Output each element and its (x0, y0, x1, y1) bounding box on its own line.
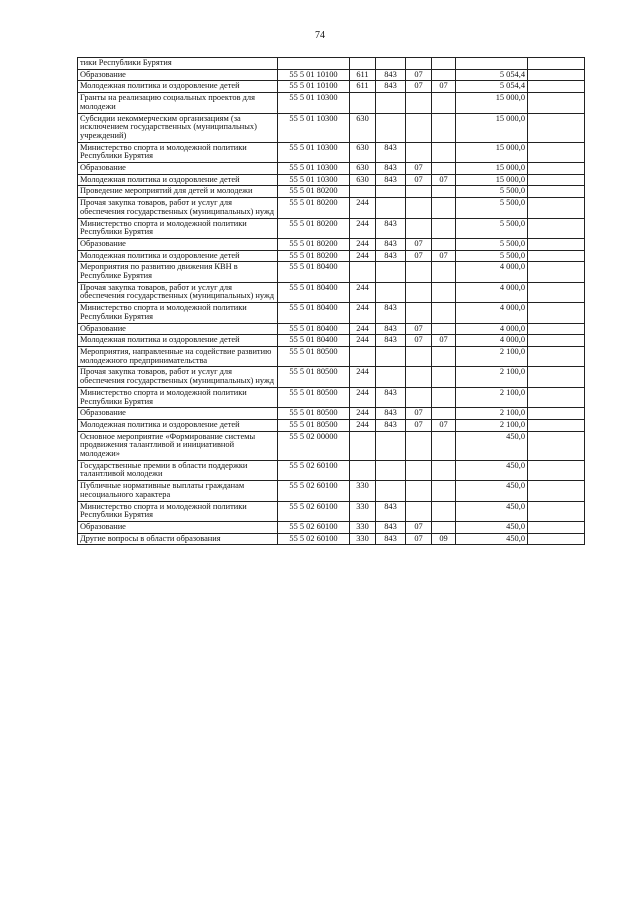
amount-cell: 5 054,4 (456, 81, 528, 93)
subsection-cell (432, 346, 456, 366)
row-name-cell: Министерство спорта и молодежной политики Республики Бурятия (78, 501, 278, 521)
empty-column-cell (528, 58, 585, 70)
row-name-cell: Молодежная политика и оздоровление детей (78, 250, 278, 262)
expense-type-cell: 244 (350, 387, 376, 407)
subsection-cell (432, 142, 456, 162)
section-cell (406, 460, 432, 480)
target-article-cell: 55 5 01 80400 (278, 282, 350, 302)
expense-type-cell: 244 (350, 250, 376, 262)
amount-cell: 2 100,0 (456, 346, 528, 366)
row-name-cell: Министерство спорта и молодежной политики Республики Бурятия (78, 218, 278, 238)
expense-type-cell: 630 (350, 163, 376, 175)
ministry-code-cell: 843 (376, 387, 406, 407)
table-row (78, 58, 585, 70)
subsection-cell (432, 481, 456, 501)
table-row (78, 533, 585, 545)
empty-column-cell (528, 419, 585, 431)
table-row (78, 163, 585, 175)
empty-column-cell (528, 69, 585, 81)
subsection-cell (432, 367, 456, 387)
row-name-cell: Молодежная политика и оздоровление детей (78, 419, 278, 431)
target-article-cell: 55 5 02 60100 (278, 481, 350, 501)
expense-type-cell: 244 (350, 367, 376, 387)
table-row (78, 69, 585, 81)
subsection-cell (432, 460, 456, 480)
amount-cell: 450,0 (456, 521, 528, 533)
subsection-cell (432, 303, 456, 323)
row-name-cell: Образование (78, 238, 278, 250)
expense-type-cell (350, 262, 376, 282)
target-article-cell: 55 5 01 10100 (278, 81, 350, 93)
ministry-code-cell: 843 (376, 218, 406, 238)
target-article-cell: 55 5 01 80200 (278, 238, 350, 250)
subsection-cell: 07 (432, 81, 456, 93)
empty-column-cell (528, 323, 585, 335)
target-article-cell: 55 5 01 80500 (278, 346, 350, 366)
ministry-code-cell: 843 (376, 238, 406, 250)
subsection-cell (432, 58, 456, 70)
section-cell (406, 58, 432, 70)
subsection-cell (432, 387, 456, 407)
empty-column-cell (528, 431, 585, 460)
section-cell (406, 501, 432, 521)
table-row (78, 250, 585, 262)
target-article-cell: 55 5 01 10300 (278, 163, 350, 175)
row-name-cell: Молодежная политика и оздоровление детей (78, 174, 278, 186)
expense-type-cell: 611 (350, 81, 376, 93)
row-name-cell: Прочая закупка товаров, работ и услуг для обеспечения государственных (муниципальных) нужд (78, 367, 278, 387)
row-name-cell: тики Республики Бурятия (78, 58, 278, 70)
subsection-cell (432, 238, 456, 250)
table-row (78, 198, 585, 218)
subsection-cell (432, 198, 456, 218)
section-cell (406, 218, 432, 238)
section-cell: 07 (406, 335, 432, 347)
row-name-cell: Основное мероприятие «Формирование системы продвижения талантливой и инициативной молодежи» (78, 431, 278, 460)
target-article-cell: 55 5 01 80400 (278, 262, 350, 282)
row-name-cell: Другие вопросы в области образования (78, 533, 278, 545)
ministry-code-cell: 843 (376, 142, 406, 162)
table-row (78, 262, 585, 282)
section-cell (406, 367, 432, 387)
table-row (78, 501, 585, 521)
section-cell: 07 (406, 533, 432, 545)
subsection-cell (432, 113, 456, 142)
subsection-cell: 09 (432, 533, 456, 545)
ministry-code-cell (376, 113, 406, 142)
section-cell (406, 303, 432, 323)
expense-type-cell: 244 (350, 408, 376, 420)
target-article-cell: 55 5 01 80500 (278, 408, 350, 420)
ministry-code-cell: 843 (376, 521, 406, 533)
section-cell (406, 93, 432, 113)
row-name-cell: Мероприятия по развитию движения КВН в Республике Бурятия (78, 262, 278, 282)
table-row (78, 387, 585, 407)
empty-column-cell (528, 460, 585, 480)
expense-type-cell: 630 (350, 113, 376, 142)
section-cell (406, 431, 432, 460)
expense-type-cell: 244 (350, 419, 376, 431)
page-number: 74 (315, 30, 325, 41)
table-row (78, 521, 585, 533)
amount-cell: 4 000,0 (456, 303, 528, 323)
section-cell (406, 186, 432, 198)
amount-cell: 4 000,0 (456, 282, 528, 302)
row-name-cell: Гранты на реализацию социальных проектов для молодежи (78, 93, 278, 113)
expense-type-cell (350, 186, 376, 198)
expense-type-cell: 244 (350, 282, 376, 302)
empty-column-cell (528, 186, 585, 198)
section-cell (406, 387, 432, 407)
row-name-cell: Мероприятия, направленные на содействие развитию молодежного предпринимательства (78, 346, 278, 366)
section-cell: 07 (406, 81, 432, 93)
ministry-code-cell: 843 (376, 174, 406, 186)
ministry-code-cell (376, 198, 406, 218)
section-cell (406, 262, 432, 282)
expense-type-cell: 630 (350, 174, 376, 186)
amount-cell: 15 000,0 (456, 174, 528, 186)
subsection-cell: 07 (432, 335, 456, 347)
ministry-code-cell: 843 (376, 303, 406, 323)
target-article-cell: 55 5 02 60100 (278, 521, 350, 533)
row-name-cell: Государственные премии в области поддержки талантливой молодежи (78, 460, 278, 480)
subsection-cell (432, 93, 456, 113)
ministry-code-cell: 843 (376, 408, 406, 420)
amount-cell: 5 500,0 (456, 186, 528, 198)
amount-cell: 15 000,0 (456, 163, 528, 175)
row-name-cell: Молодежная политика и оздоровление детей (78, 81, 278, 93)
expense-type-cell (350, 93, 376, 113)
target-article-cell: 55 5 01 80500 (278, 387, 350, 407)
row-name-cell: Субсидии некоммерческим организациям (за исключением государственных (муниципальных) учреждений) (78, 113, 278, 142)
amount-cell: 4 000,0 (456, 323, 528, 335)
ministry-code-cell: 843 (376, 250, 406, 262)
expense-type-cell: 330 (350, 481, 376, 501)
table-row (78, 481, 585, 501)
ministry-code-cell: 843 (376, 501, 406, 521)
amount-cell: 450,0 (456, 431, 528, 460)
empty-column-cell (528, 198, 585, 218)
target-article-cell: 55 5 01 80400 (278, 323, 350, 335)
row-name-cell: Министерство спорта и молодежной политики Республики Бурятия (78, 303, 278, 323)
empty-column-cell (528, 238, 585, 250)
expense-type-cell: 630 (350, 142, 376, 162)
target-article-cell: 55 5 02 60100 (278, 460, 350, 480)
table-row (78, 218, 585, 238)
target-article-cell (278, 58, 350, 70)
subsection-cell: 07 (432, 250, 456, 262)
row-name-cell: Проведение мероприятий для детей и молодежи (78, 186, 278, 198)
ministry-code-cell: 843 (376, 81, 406, 93)
expense-type-cell: 330 (350, 533, 376, 545)
empty-column-cell (528, 174, 585, 186)
expense-type-cell (350, 346, 376, 366)
section-cell: 07 (406, 323, 432, 335)
target-article-cell: 55 5 01 80400 (278, 303, 350, 323)
empty-column-cell (528, 81, 585, 93)
section-cell: 07 (406, 521, 432, 533)
table-body (78, 58, 585, 545)
target-article-cell: 55 5 01 80500 (278, 367, 350, 387)
subsection-cell (432, 323, 456, 335)
empty-column-cell (528, 163, 585, 175)
section-cell (406, 346, 432, 366)
table-row (78, 408, 585, 420)
amount-cell: 2 100,0 (456, 419, 528, 431)
empty-column-cell (528, 93, 585, 113)
expense-type-cell: 244 (350, 323, 376, 335)
table-row (78, 93, 585, 113)
table-row (78, 431, 585, 460)
ministry-code-cell (376, 346, 406, 366)
amount-cell: 450,0 (456, 481, 528, 501)
subsection-cell (432, 186, 456, 198)
subsection-cell (432, 69, 456, 81)
ministry-code-cell (376, 262, 406, 282)
ministry-code-cell (376, 93, 406, 113)
amount-cell: 4 000,0 (456, 335, 528, 347)
table-row (78, 335, 585, 347)
expense-type-cell: 330 (350, 501, 376, 521)
row-name-cell: Образование (78, 69, 278, 81)
empty-column-cell (528, 521, 585, 533)
table-row (78, 238, 585, 250)
target-article-cell: 55 5 02 00000 (278, 431, 350, 460)
subsection-cell: 07 (432, 174, 456, 186)
subsection-cell (432, 163, 456, 175)
row-name-cell: Образование (78, 163, 278, 175)
ministry-code-cell (376, 58, 406, 70)
amount-cell: 5 500,0 (456, 218, 528, 238)
section-cell (406, 142, 432, 162)
subsection-cell (432, 262, 456, 282)
target-article-cell: 55 5 01 10100 (278, 69, 350, 81)
amount-cell: 4 000,0 (456, 262, 528, 282)
expense-type-cell: 611 (350, 69, 376, 81)
expense-type-cell: 244 (350, 238, 376, 250)
amount-cell: 450,0 (456, 460, 528, 480)
section-cell: 07 (406, 163, 432, 175)
amount-cell: 2 100,0 (456, 387, 528, 407)
expense-type-cell: 244 (350, 303, 376, 323)
ministry-code-cell (376, 282, 406, 302)
subsection-cell (432, 408, 456, 420)
row-name-cell: Образование (78, 408, 278, 420)
amount-cell: 5 500,0 (456, 250, 528, 262)
section-cell: 07 (406, 174, 432, 186)
budget-table (77, 57, 585, 545)
amount-cell: 15 000,0 (456, 113, 528, 142)
row-name-cell: Образование (78, 521, 278, 533)
table-row (78, 367, 585, 387)
row-name-cell: Публичные нормативные выплаты гражданам несоциального характера (78, 481, 278, 501)
table-row (78, 460, 585, 480)
row-name-cell: Министерство спорта и молодежной политики Республики Бурятия (78, 387, 278, 407)
empty-column-cell (528, 250, 585, 262)
empty-column-cell (528, 501, 585, 521)
table-row (78, 142, 585, 162)
target-article-cell: 55 5 01 10300 (278, 93, 350, 113)
empty-column-cell (528, 113, 585, 142)
amount-cell: 5 054,4 (456, 69, 528, 81)
amount-cell (456, 58, 528, 70)
subsection-cell (432, 431, 456, 460)
subsection-cell (432, 282, 456, 302)
expense-type-cell: 244 (350, 218, 376, 238)
row-name-cell: Образование (78, 323, 278, 335)
empty-column-cell (528, 533, 585, 545)
empty-column-cell (528, 408, 585, 420)
target-article-cell: 55 5 01 80400 (278, 335, 350, 347)
row-name-cell: Молодежная политика и оздоровление детей (78, 335, 278, 347)
amount-cell: 5 500,0 (456, 238, 528, 250)
ministry-code-cell (376, 431, 406, 460)
table-row (78, 81, 585, 93)
amount-cell: 15 000,0 (456, 142, 528, 162)
target-article-cell: 55 5 01 80200 (278, 186, 350, 198)
target-article-cell: 55 5 02 60100 (278, 533, 350, 545)
amount-cell: 450,0 (456, 501, 528, 521)
amount-cell: 2 100,0 (456, 367, 528, 387)
empty-column-cell (528, 367, 585, 387)
empty-column-cell (528, 346, 585, 366)
subsection-cell (432, 501, 456, 521)
table-row (78, 113, 585, 142)
table-row (78, 174, 585, 186)
ministry-code-cell: 843 (376, 163, 406, 175)
target-article-cell: 55 5 01 10300 (278, 174, 350, 186)
empty-column-cell (528, 142, 585, 162)
table-row (78, 346, 585, 366)
empty-column-cell (528, 218, 585, 238)
section-cell: 07 (406, 408, 432, 420)
empty-column-cell (528, 262, 585, 282)
target-article-cell: 55 5 01 10300 (278, 113, 350, 142)
target-article-cell: 55 5 02 60100 (278, 501, 350, 521)
section-cell: 07 (406, 69, 432, 81)
ministry-code-cell: 843 (376, 335, 406, 347)
ministry-code-cell: 843 (376, 419, 406, 431)
ministry-code-cell (376, 481, 406, 501)
expense-type-cell (350, 460, 376, 480)
target-article-cell: 55 5 01 80200 (278, 218, 350, 238)
expense-type-cell (350, 58, 376, 70)
section-cell: 07 (406, 250, 432, 262)
expense-type-cell: 330 (350, 521, 376, 533)
amount-cell: 5 500,0 (456, 198, 528, 218)
section-cell: 07 (406, 419, 432, 431)
amount-cell: 2 100,0 (456, 408, 528, 420)
expense-type-cell (350, 431, 376, 460)
empty-column-cell (528, 387, 585, 407)
ministry-code-cell: 843 (376, 69, 406, 81)
target-article-cell: 55 5 01 80500 (278, 419, 350, 431)
empty-column-cell (528, 335, 585, 347)
table-row (78, 282, 585, 302)
row-name-cell: Прочая закупка товаров, работ и услуг для обеспечения государственных (муниципальных) нужд (78, 282, 278, 302)
row-name-cell: Прочая закупка товаров, работ и услуг для обеспечения государственных (муниципальных) нужд (78, 198, 278, 218)
ministry-code-cell (376, 186, 406, 198)
row-name-cell: Министерство спорта и молодежной политики Республики Бурятия (78, 142, 278, 162)
subsection-cell (432, 218, 456, 238)
table-row (78, 186, 585, 198)
empty-column-cell (528, 481, 585, 501)
empty-column-cell (528, 282, 585, 302)
section-cell (406, 113, 432, 142)
expense-type-cell: 244 (350, 335, 376, 347)
table-row (78, 303, 585, 323)
ministry-code-cell (376, 367, 406, 387)
amount-cell: 15 000,0 (456, 93, 528, 113)
section-cell (406, 282, 432, 302)
target-article-cell: 55 5 01 80200 (278, 198, 350, 218)
section-cell: 07 (406, 238, 432, 250)
target-article-cell: 55 5 01 80200 (278, 250, 350, 262)
ministry-code-cell: 843 (376, 323, 406, 335)
section-cell (406, 481, 432, 501)
subsection-cell: 07 (432, 419, 456, 431)
subsection-cell (432, 521, 456, 533)
table-row (78, 323, 585, 335)
amount-cell: 450,0 (456, 533, 528, 545)
empty-column-cell (528, 303, 585, 323)
section-cell (406, 198, 432, 218)
target-article-cell: 55 5 01 10300 (278, 142, 350, 162)
table-row (78, 419, 585, 431)
expense-type-cell: 244 (350, 198, 376, 218)
ministry-code-cell (376, 460, 406, 480)
ministry-code-cell: 843 (376, 533, 406, 545)
